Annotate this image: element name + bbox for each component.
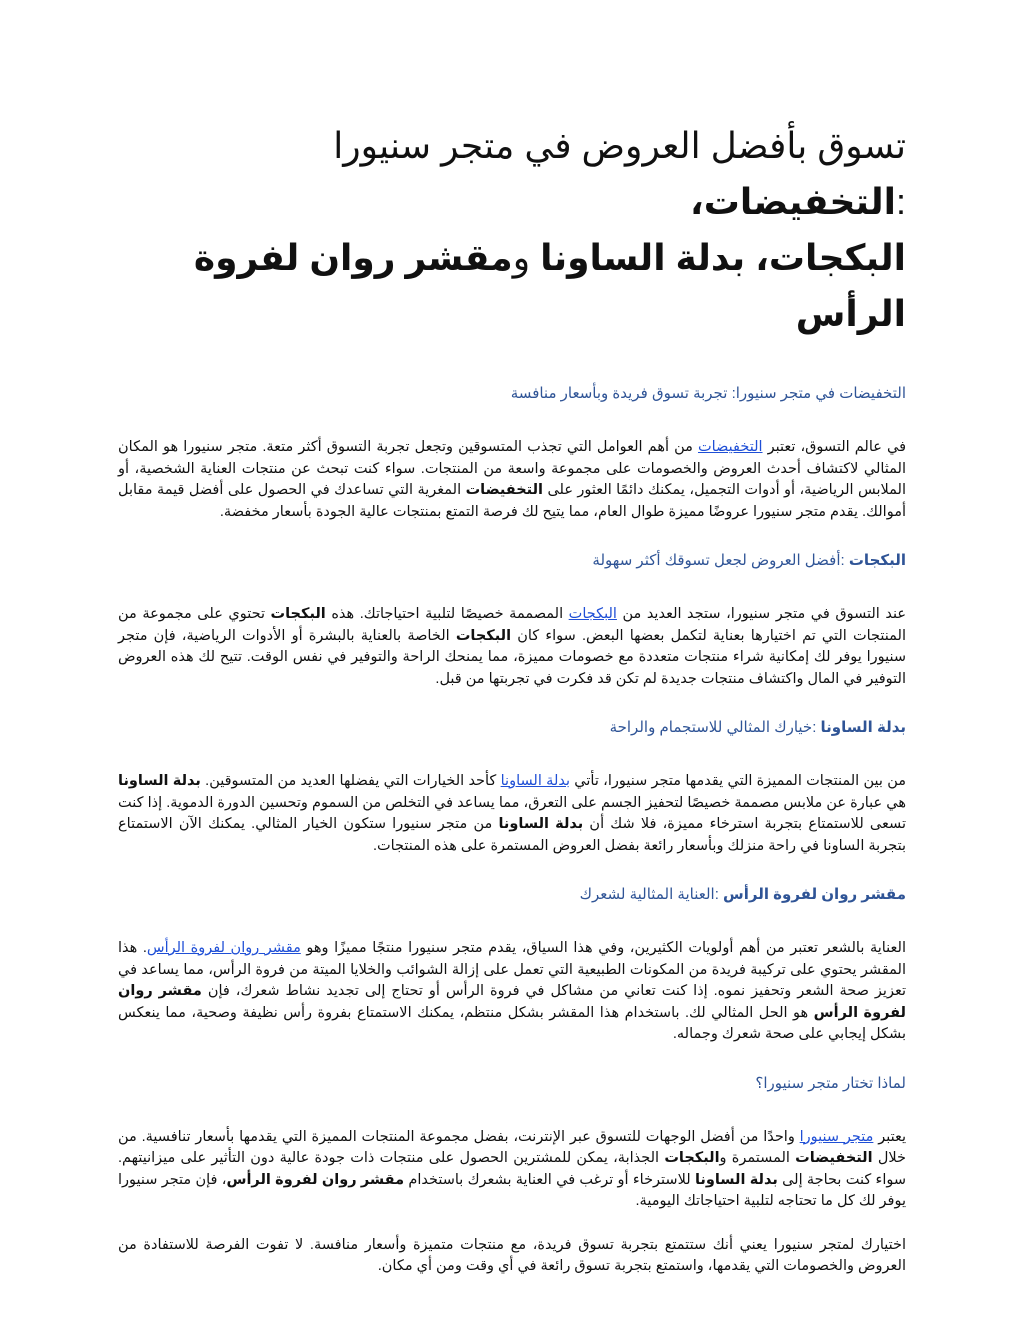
discounts-link[interactable]: التخفيضات (697, 439, 763, 455)
title-text-e: مقشر روان لفروة الرأس (193, 237, 906, 334)
document-content (118, 118, 906, 1278)
bold-text: بدلة الساونا (498, 816, 584, 832)
heading-bold: بدلة الساونا (820, 719, 906, 736)
paragraph-conclusion: اختيارك لمتجر سنيورا يعني أنك ستتمتع بتجربة تسوق فريدة، مع منتجات متميزة وأسعار منافسة. لا تفوت الفرصة للاستفادة من العروض والخصومات التي يقدمها، واستمتع بتجربة تسوق رائعة في أي وقت ومن أي مكان. (118, 1236, 906, 1274)
text-span: . هذا المقشر يحتوي على تركيبة فريدة من المكونات الطبيعية التي تعمل على إزالة الشوائب والخلايا الميتة من فروة الرأس، مما يساعد في تعزيز صحة الشعر وتحفيز نموه. إذا كنت تعاني من مشاكل في فروة الرأس أو تحتاج إلى تجديد نشاط شعرك، فإن (118, 940, 906, 999)
title-text-c: البكجات، بدلة الساونا (540, 237, 906, 278)
bold-text: البكجات (455, 627, 512, 644)
text-span: كأحد الخيارات التي يفضلها العديد من المتسوقين. (200, 773, 501, 789)
text-span: الجذابة، يمكن للمشترين الحصول على منتجات ذات جودة عالية دون التأثير على ميزانيتهم. سواء كنت بحاجة إلى (118, 1150, 906, 1188)
text-span: ، فإن متجر سنيورا يوفر لك كل ما تحتاجه لتلبية احتياجاتك اليومية. (118, 1171, 906, 1209)
text-span: للاسترخاء أو ترغب في العناية بشعرك باستخدام (404, 1171, 695, 1188)
text-span: هي عبارة عن ملابس مصممة خصيصًا لتحفيز الجسم على التعرق، مما يساعد في التخلص من السموم وتحسين الدورة الدموية. إذا كنت تسعى للاستمتاع بتجربة استرخاء مميزة، فلا شك أن (118, 794, 906, 832)
text-span: من بين المنتجات المميزة التي يقدمها متجر سنيورا، تأتي (570, 773, 906, 789)
text-span: المصممة خصيصًا لتلبية احتياجاتك. هذه (325, 606, 569, 622)
bold-text: التخفيضات (795, 1150, 873, 1166)
paragraph-bundles (118, 604, 906, 690)
title-text-d: و (512, 237, 541, 278)
text-span: تحتوي على مجموعة من المنتجات التي تم اختيارها بعناية لتكمل بعضها البعض. سواء كان (118, 606, 906, 644)
heading-bold: البكجات (848, 552, 906, 569)
scalp-scrub-link[interactable]: مقشر روان لفروة الرأس (146, 940, 301, 956)
bold-text: البكجات (270, 606, 326, 622)
section-heading-scalp-scrub (118, 885, 906, 905)
paragraph-why-choose (118, 1127, 906, 1213)
heading-text: :خيارك المثالي للاستجمام والراحة (609, 719, 821, 736)
store-link[interactable]: متجر سنيورا (799, 1128, 874, 1145)
text-span: المغرية التي تساعدك في الحصول على أفضل قيمة مقابل أموالك. يقدم متجر سنيورا عروضًا مميزة طوال العام، مما يتيح لك فرصة التمتع بمنتجات عالية الجودة بأسعار مخفضة. (118, 482, 906, 520)
paragraph-discounts (118, 437, 906, 523)
sauna-suit-link[interactable]: بدلة الساونا (500, 773, 571, 789)
bold-text: التخفيضات (465, 482, 544, 498)
bold-text: بدلة الساونا (118, 773, 201, 789)
heading-bold: مقشر روان لفروة الرأس (723, 886, 906, 903)
bundles-link[interactable]: البكجات (568, 606, 617, 622)
text-span: واحدًا من أفضل الوجهات للتسوق عبر الإنترنت، بفضل مجموعة المنتجات المميزة التي يقدمها بأسعار تنافسية. من خلال (118, 1128, 907, 1166)
text-span: يعتبر (873, 1128, 907, 1145)
bold-text: مقشر روان لفروة الرأس (226, 1171, 405, 1188)
text-span: العناية بالشعر تعتبر من أهم أولويات الكثيرين، وفي هذا السياق، يقدم متجر سنيورا منتجًا مميزًا وهو (300, 940, 906, 956)
paragraph-sauna-suit (118, 771, 906, 857)
section-heading-sauna-suit (118, 718, 906, 738)
bold-text: البكجات (664, 1150, 720, 1166)
text-span: من أهم العوامل التي تجذب المتسوقين وتجعل تجربة التسوق أكثر متعة. متجر سنيورا هو المكان المثالي لاكتشاف أحدث العروض والخصومات على مجموعة واسعة من المنتجات. سواء كنت تبحث عن منتجات العناية الشخصية، أو الملابس الرياضية، أو أدوات التجميل، يمكنك دائمًا العثور على (118, 439, 906, 498)
page-title (118, 118, 906, 342)
heading-text: :أفضل العروض لجعل تسوقك أكثر سهولة (592, 552, 849, 569)
text-span: الخاصة بالعناية بالبشرة أو الأدوات الرياضية، فإن متجر سنيورا يوفر لك إمكانية شراء منتجات متعددة مع خصومات مميزة، مما يمنحك الراحة والتوفير في نفس الوقت. تتيح لك هذه العروض التوفير في المال واكتشاف منتجات جديدة لم تكن قد فكرت في تجربتها من قبل. (118, 627, 906, 687)
title-text-b: التخفيضات، (690, 181, 896, 222)
section-heading-bundles (118, 551, 906, 571)
text-span: في عالم التسوق، تعتبر (762, 439, 906, 455)
text-span: عند التسوق في متجر سنيورا، ستجد العديد من (616, 606, 907, 622)
bold-text: بدلة الساونا (694, 1171, 778, 1188)
text-span: هو الحل المثالي لك. باستخدام هذا المقشر بشكل منتظم، يمكنك الاستمتاع بفروة رأس نظيفة وصحية، مما ينعكس بشكل إيجابي على صحة شعرك وجماله. (118, 1004, 906, 1042)
paragraph-scalp-scrub (118, 938, 906, 1046)
bold-text: مقشر روان لفروة الرأس (118, 983, 906, 1021)
heading-text: :العناية المثالية لشعرك (579, 886, 724, 903)
title-text-a: تسوق بأفضل العروض في متجر سنيورا : (333, 125, 906, 222)
text-span: المستمرة و (719, 1150, 796, 1166)
text-span: من متجر سنيورا ستكون الخيار المثالي. يمكنك الآن الاستمتاع بتجربة الساونا في راحة منزلك وبأسعار رائعة بفضل العروض المستمرة على هذه المنتجات. (118, 816, 906, 854)
section-heading-why-choose: لماذا تختار متجر سنيورا؟ (755, 1074, 906, 1092)
section-heading-discounts: التخفيضات في متجر سنيورا: تجربة تسوق فريدة وبأسعار منافسة (510, 385, 906, 402)
